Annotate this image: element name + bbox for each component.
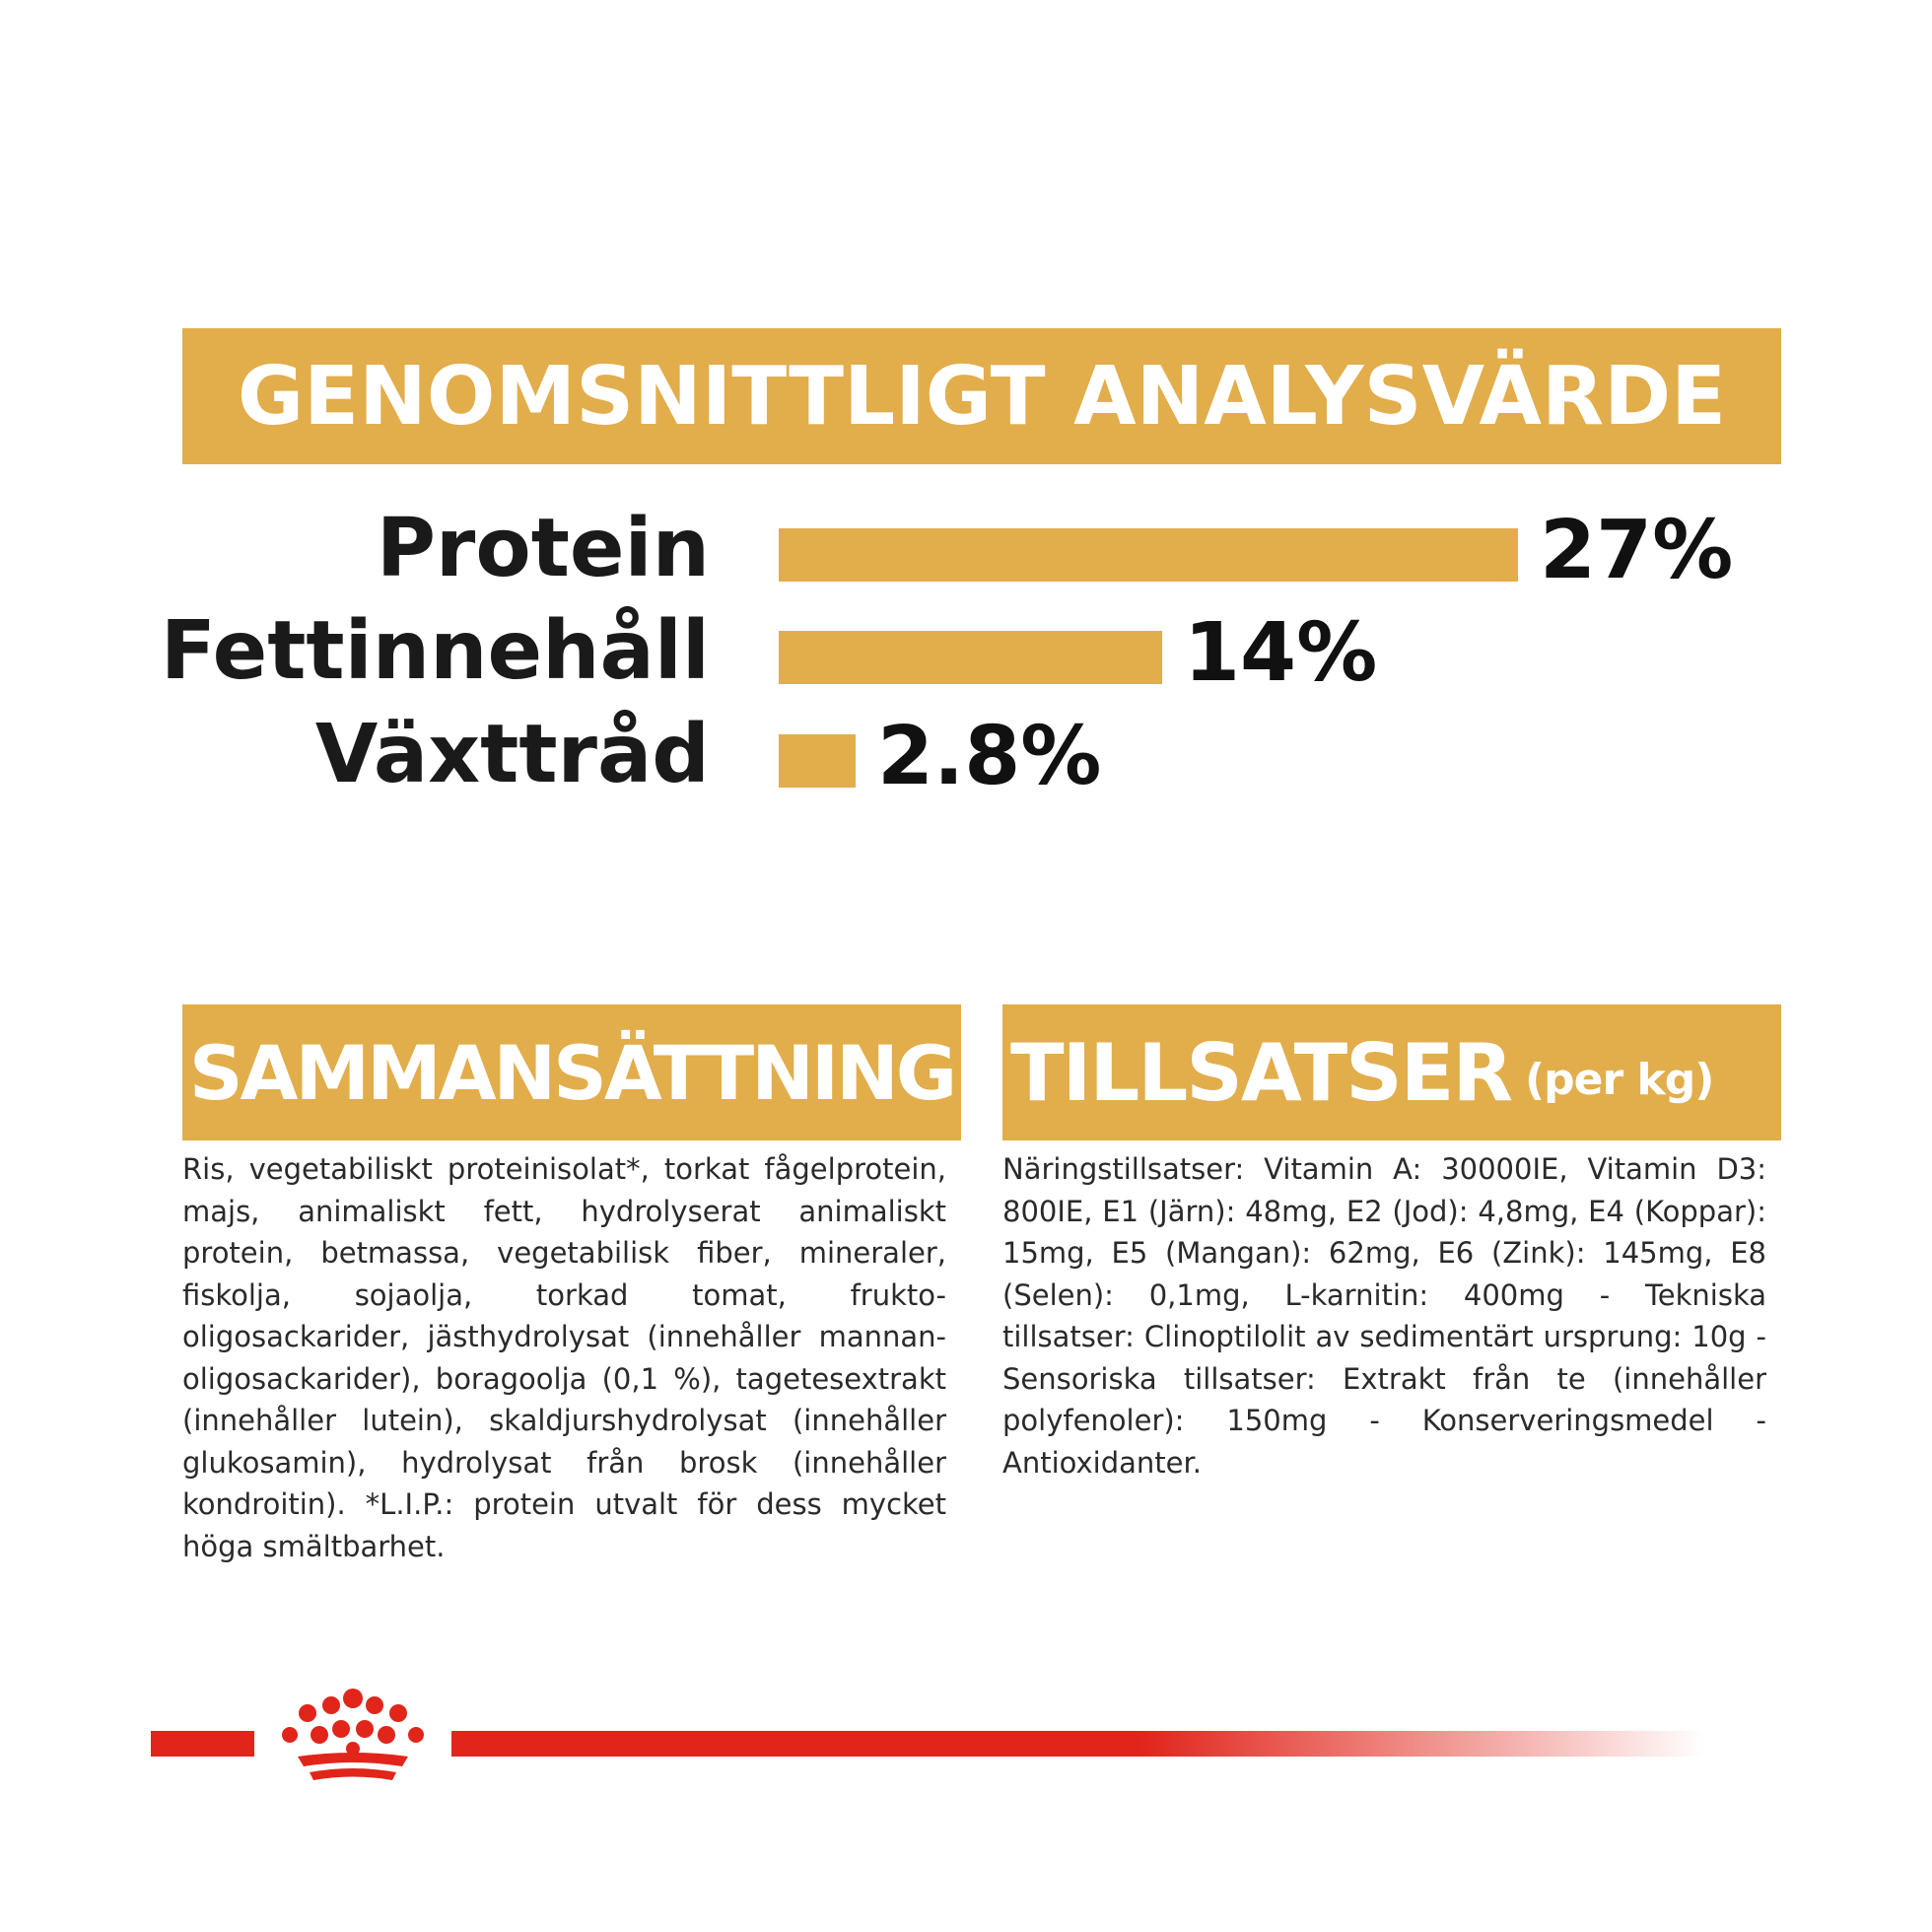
- category-label-protein: Protein: [376, 502, 710, 595]
- analysis-title: GENOMSNITTLIGT ANALYSVÄRDE: [237, 349, 1727, 444]
- composition-title-banner: [182, 1004, 961, 1140]
- composition-title: SAMMANSÄTTNING: [188, 1028, 955, 1117]
- additives-title: TILLSATSER: [1010, 1026, 1512, 1119]
- crown-icon: [264, 1688, 442, 1786]
- brand-line-left: [151, 1731, 254, 1757]
- composition-text: Ris, vegetabiliskt proteinisolat*, torkat fågelprotein, majs, animaliskt fett, hydrolyserat animaliskt protein, betmassa, vegetabilisk fiber, mineraler, fiskolja, sojaolja, torkad tomat, frukto-oligosackarider, jästhydrolysat (innehåller mannan-oligosackarider), boragoolja (0,1 %), tagetesextrakt (innehåller lutein), skaldjurshydrolysat (innehåller glukosamin), hydrolysat från brosk (innehåller kondroitin). *L.I.P.: protein utvalt för dess mycket höga smältbarhet.: [182, 1152, 946, 1563]
- additives-text: Näringstillsatser: Vitamin A: 30000IE, Vitamin D3: 800IE, E1 (Järn): 48mg, E2 (Jod): 4,8mg, E4 (Koppar): 15mg, E5 (Mangan): 62mg, E6 (Zink): 145mg, E8 (Selen): 0,1mg, L-karnitin: 400mg - Tekniska tillsatser: Clinoptilolit av sedimentärt ursprung: 10g - Sensoriska tillsatser: Extrakt från te (innehåller polyfenoler): 150mg - Konserveringsmedel - Antioxidanter.: [1002, 1152, 1766, 1480]
- additives-title-suffix: (per kg): [1525, 1054, 1714, 1105]
- bar-v-xttr-d: [779, 734, 856, 788]
- category-label-v-xttr-d: Växttråd: [314, 708, 710, 801]
- additives-title-banner: [1002, 1004, 1781, 1140]
- value-label-v-xttr-d: 2.8%: [877, 710, 1102, 803]
- analysis-title-banner: [182, 328, 1781, 464]
- value-label-protein: 27%: [1540, 504, 1734, 597]
- bar-protein: [779, 528, 1518, 582]
- brand-line-right: [451, 1731, 1705, 1757]
- bar-fettinneh-ll: [779, 631, 1162, 684]
- category-label-fettinneh-ll: Fettinnehåll: [160, 604, 710, 698]
- value-label-fettinneh-ll: 14%: [1184, 606, 1378, 700]
